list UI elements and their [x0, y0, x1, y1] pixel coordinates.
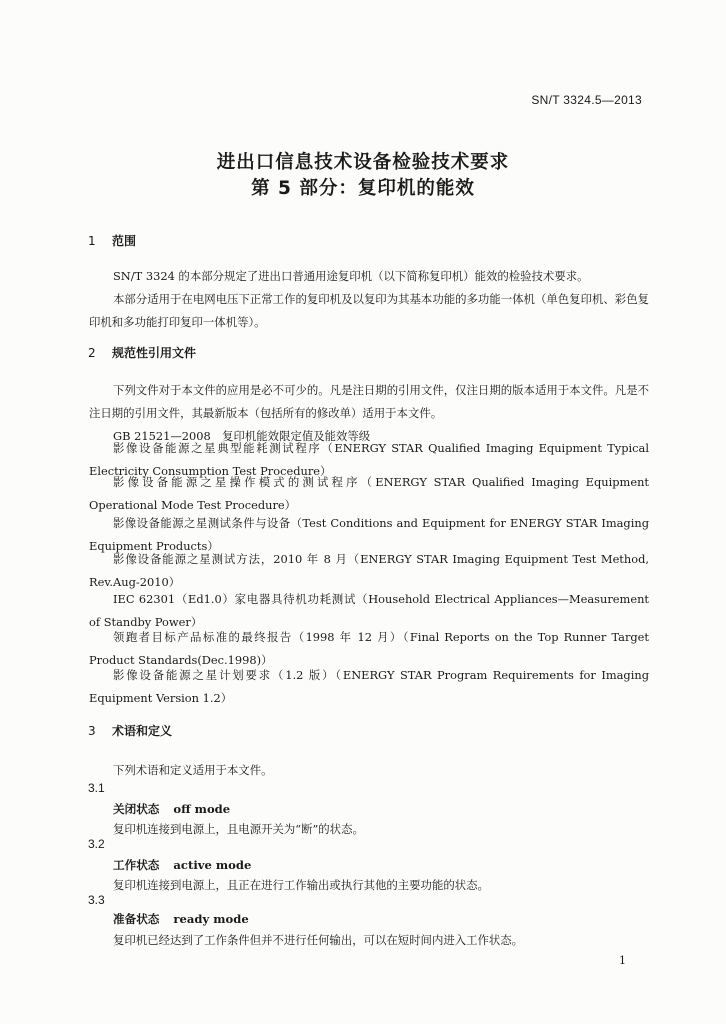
scope-paragraph-2: 本部分适用于在电网电压下正常工作的复印机及以复印为其基本功能的多功能一体机（单色复印机、彩色复印机和多功能打印复印一体机等）。 — [89, 292, 649, 329]
page-number: 1 — [619, 954, 626, 967]
section-heading-terms-definitions — [88, 722, 172, 739]
reference-item: IEC 62301（Ed1.0）家电器具待机功耗测试（Household Electrical Appliances—Measurement of Standby Power） — [89, 592, 649, 629]
term-zh: 准备状态 — [113, 912, 160, 926]
reference-item: 领跑者目标产品标准的最终报告（1998 年 12 月）（Final Reports on the Top Runner Target Product Standards(Dec.1998)） — [89, 630, 649, 667]
section-heading-scope — [88, 232, 136, 249]
reference-item: 影像设备能源之星计划要求（1.2 版）（ENERGY STAR Program Requirements for Imaging Equipment Version 1.2） — [89, 668, 649, 705]
reference-item: GB 21521—2008 复印机能效限定值及能效等级 — [113, 429, 371, 443]
reference-item: 影像设备能源之星测试条件与设备（Test Conditions and Equipment for ENERGY STAR Imaging Equipment Products） — [89, 516, 649, 553]
document-subtitle: 第 5 部分：复印机的能效 — [251, 178, 475, 199]
reference-item: 影像设备能源之星测试方法，2010 年 8 月（ENERGY STAR Imaging Equipment Test Method, Rev.Aug-2010） — [89, 552, 649, 589]
section-title: 范围 — [112, 234, 137, 248]
term-en: ready mode — [173, 912, 249, 926]
term-number: 3.3 — [88, 893, 105, 907]
term-en: off mode — [173, 802, 231, 816]
term-en: active mode — [173, 858, 252, 872]
term-definition: 复印机已经达到了工作条件但并不进行任何输出，可以在短时间内进入工作状态。 — [113, 933, 524, 947]
terms-intro: 下列术语和定义适用于本文件。 — [113, 763, 273, 777]
term-title — [113, 911, 249, 927]
standard-number: SN/T 3324.5—2013 — [531, 93, 642, 107]
term-zh: 关闭状态 — [113, 802, 160, 816]
term-title — [113, 857, 251, 873]
section-heading-normative-references — [88, 344, 196, 361]
section-title: 规范性引用文件 — [112, 346, 197, 360]
term-number: 3.2 — [88, 837, 105, 851]
term-definition: 复印机连接到电源上，且正在进行工作输出或执行其他的主要功能的状态。 — [113, 878, 489, 892]
scope-paragraph-1: SN/T 3324 的本部分规定了进出口普通用途复印机（以下简称复印机）能效的检验技术要求。 — [113, 269, 589, 283]
term-number: 3.1 — [88, 781, 105, 795]
reference-item: 影像设备能源之星操作模式的测试程序（ENERGY STAR Qualified Imaging Equipment Operational Mode Test Procedure） — [89, 475, 649, 512]
references-intro: 下列文件对于本文件的应用是必不可少的。凡是注日期的引用文件，仅注日期的版本适用于本文件。凡是不注日期的引用文件，其最新版本（包括所有的修改单）适用于本文件。 — [89, 383, 649, 420]
section-title: 术语和定义 — [112, 724, 173, 738]
term-definition: 复印机连接到电源上，且电源开关为“断”的状态。 — [113, 822, 364, 836]
term-title — [113, 801, 230, 817]
document-title: 进出口信息技术设备检验技术要求 — [216, 152, 510, 173]
section-number: 1 — [88, 234, 96, 248]
reference-item: 影像设备能源之星典型能耗测试程序（ENERGY STAR Qualified Imaging Equipment Typical Electricity Consumption Test Procedure） — [89, 441, 649, 478]
section-number: 3 — [88, 724, 96, 738]
term-zh: 工作状态 — [113, 858, 160, 872]
section-number: 2 — [88, 346, 96, 360]
